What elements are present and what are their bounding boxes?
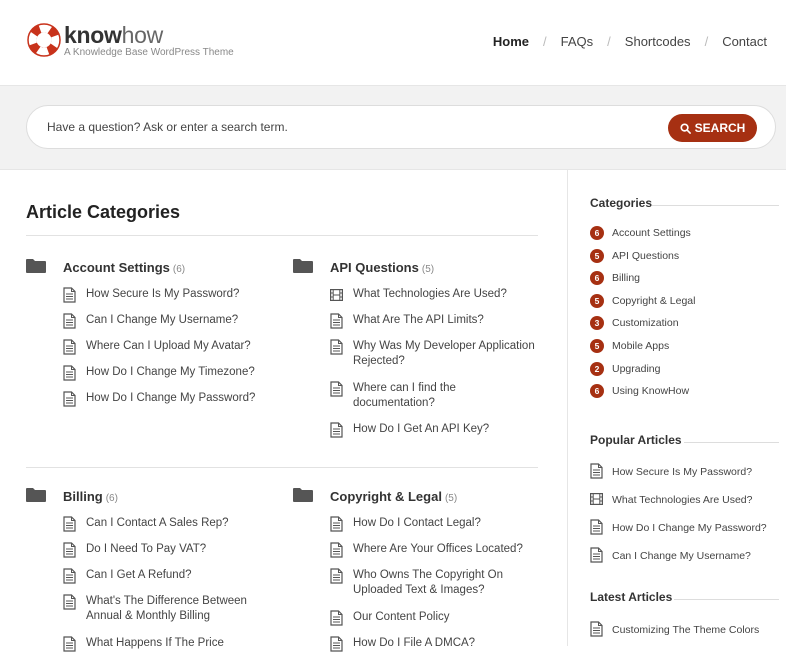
count-badge: 6 bbox=[590, 226, 604, 240]
category-header bbox=[293, 486, 538, 508]
sidebar-category-link[interactable] bbox=[590, 226, 691, 240]
nav-separator: / bbox=[704, 34, 709, 49]
article-link[interactable] bbox=[330, 610, 538, 625]
article-link[interactable] bbox=[330, 381, 538, 411]
article-title: Why Was My Developer Application Rejected? bbox=[353, 340, 535, 367]
category-title-link[interactable] bbox=[63, 489, 118, 504]
popular-article-title: Can I Change My Username? bbox=[612, 550, 751, 562]
article-link[interactable] bbox=[63, 516, 271, 531]
document-icon bbox=[330, 568, 343, 584]
sidebar-category-name: Mobile Apps bbox=[612, 340, 670, 352]
category-title-link[interactable] bbox=[63, 260, 185, 275]
page-title: Article Categories bbox=[26, 202, 181, 222]
article-title: How Do I Get An API Key? bbox=[353, 423, 490, 435]
divider bbox=[26, 467, 538, 468]
article-title: How Do I Change My Password? bbox=[86, 392, 256, 404]
popular-article-link[interactable] bbox=[590, 466, 752, 478]
article-title: Can I Get A Refund? bbox=[86, 569, 192, 581]
sidebar-latest-title: Latest Articles bbox=[590, 590, 673, 604]
folder-icon bbox=[26, 488, 46, 502]
article-title: How Do I Contact Legal? bbox=[353, 517, 481, 529]
article-link[interactable] bbox=[330, 287, 538, 302]
category-block bbox=[293, 486, 538, 649]
count-badge: 5 bbox=[590, 249, 604, 263]
article-link[interactable] bbox=[330, 542, 538, 557]
category-block bbox=[293, 257, 538, 435]
article-title: Can I Contact A Sales Rep? bbox=[86, 517, 229, 529]
count-badge: 5 bbox=[590, 339, 604, 353]
nav-item-home[interactable]: Home bbox=[492, 34, 530, 49]
sidebar bbox=[567, 169, 786, 646]
article-link[interactable] bbox=[63, 365, 271, 380]
brand-name[interactable]: knowhow bbox=[64, 22, 163, 48]
article-title: Our Content Policy bbox=[353, 611, 450, 623]
count-badge: 6 bbox=[590, 271, 604, 285]
category-header bbox=[293, 257, 538, 279]
latest-article-title: Customizing The Theme Colors bbox=[612, 624, 760, 636]
sidebar-categories-title: Categories bbox=[590, 196, 653, 210]
search-band bbox=[0, 85, 786, 170]
article-title: Where can I find the documentation? bbox=[353, 382, 456, 409]
sidebar-category-name: Account Settings bbox=[612, 227, 691, 239]
sidebar-category-link[interactable] bbox=[590, 384, 689, 398]
article-link[interactable] bbox=[63, 313, 271, 328]
article-link[interactable] bbox=[63, 287, 271, 302]
nav-separator: / bbox=[543, 34, 547, 49]
category-block bbox=[26, 486, 271, 649]
category-name: Billing bbox=[63, 489, 103, 504]
sidebar-category-name: Upgrading bbox=[612, 362, 661, 375]
sidebar-category-link[interactable] bbox=[590, 362, 660, 376]
divider bbox=[26, 235, 538, 236]
document-icon bbox=[63, 339, 76, 355]
document-icon bbox=[330, 610, 343, 626]
article-link[interactable] bbox=[330, 516, 538, 531]
sidebar-category-name: API Questions bbox=[612, 249, 680, 262]
article-link[interactable] bbox=[330, 339, 538, 369]
sidebar-category-link[interactable] bbox=[590, 316, 679, 330]
article-title: What Happens If The Price bbox=[86, 637, 224, 649]
count-badge: 5 bbox=[590, 294, 604, 308]
count-badge: 2 bbox=[590, 362, 604, 376]
folder-icon bbox=[26, 259, 46, 273]
nav-separator: / bbox=[607, 34, 611, 49]
category-count: (6) bbox=[172, 264, 186, 275]
category-name: Copyright & Legal bbox=[330, 489, 442, 504]
popular-article-link[interactable] bbox=[590, 522, 767, 534]
article-link[interactable] bbox=[330, 422, 538, 437]
popular-article-title: How Secure Is My Password? bbox=[612, 466, 753, 478]
popular-article-link[interactable] bbox=[590, 494, 752, 506]
search-icon bbox=[680, 123, 691, 134]
document-icon bbox=[330, 422, 343, 438]
document-icon bbox=[330, 381, 343, 397]
article-title: Where Can I Upload My Avatar? bbox=[86, 340, 251, 352]
article-link[interactable] bbox=[63, 391, 271, 406]
nav-item-faqs[interactable]: FAQs bbox=[560, 34, 594, 49]
document-icon bbox=[330, 313, 343, 329]
folder-icon bbox=[293, 488, 313, 502]
count-badge: 3 bbox=[590, 316, 604, 330]
site-tagline: A Knowledge Base WordPress Theme bbox=[64, 47, 234, 58]
popular-article-title: What Technologies Are Used? bbox=[612, 494, 753, 506]
film-icon bbox=[330, 287, 343, 303]
search-button-label: SEARCH bbox=[694, 121, 746, 135]
document-icon bbox=[330, 516, 343, 532]
site-header bbox=[0, 0, 786, 85]
latest-article-link[interactable] bbox=[590, 624, 759, 636]
article-link[interactable] bbox=[330, 568, 538, 598]
sidebar-category-link[interactable] bbox=[590, 271, 640, 285]
document-icon bbox=[63, 313, 76, 329]
article-title: Who Owns The Copyright On Uploaded Text & Images? bbox=[353, 569, 503, 596]
sidebar-category-name: Customization bbox=[612, 317, 679, 330]
lifebuoy-logo-icon[interactable] bbox=[26, 22, 62, 58]
search-box bbox=[26, 105, 776, 149]
category-count: (6) bbox=[105, 493, 118, 504]
category-count: (5) bbox=[421, 264, 435, 275]
nav-item-shortcodes[interactable]: Shortcodes bbox=[624, 34, 691, 49]
popular-article-link[interactable] bbox=[590, 550, 751, 562]
category-title-link[interactable] bbox=[330, 489, 457, 504]
article-link[interactable] bbox=[63, 339, 271, 354]
search-button[interactable] bbox=[668, 114, 757, 142]
document-icon bbox=[63, 391, 76, 407]
article-title: What Technologies Are Used? bbox=[353, 288, 507, 300]
sidebar-category-name: Using KnowHow bbox=[612, 385, 690, 398]
film-icon bbox=[590, 491, 603, 507]
article-link[interactable] bbox=[63, 568, 271, 583]
article-link[interactable] bbox=[330, 636, 538, 651]
article-title: Where Are Your Offices Located? bbox=[353, 543, 523, 555]
document-icon bbox=[590, 463, 603, 479]
sidebar-category-name: Copyright & Legal bbox=[612, 294, 696, 307]
content-area bbox=[0, 169, 786, 649]
article-link[interactable] bbox=[63, 542, 271, 557]
category-title-link[interactable] bbox=[330, 260, 434, 275]
category-block bbox=[26, 257, 271, 404]
document-icon bbox=[63, 287, 76, 303]
document-icon bbox=[63, 542, 76, 558]
article-title: What's The Difference Between Annual & Monthly Billing bbox=[86, 595, 247, 622]
sidebar-popular-title: Popular Articles bbox=[590, 433, 682, 447]
document-icon bbox=[330, 542, 343, 558]
document-icon bbox=[63, 636, 76, 652]
document-icon bbox=[63, 594, 76, 610]
divider bbox=[652, 205, 779, 206]
article-title: How Secure Is My Password? bbox=[86, 288, 240, 300]
popular-article-title: How Do I Change My Password? bbox=[612, 522, 767, 534]
nav-item-contact[interactable]: Contact bbox=[722, 34, 767, 49]
document-icon bbox=[590, 519, 603, 535]
sidebar-category-link[interactable] bbox=[590, 249, 679, 263]
category-name: Account Settings bbox=[63, 260, 170, 275]
category-count: (5) bbox=[444, 493, 458, 504]
category-header bbox=[26, 257, 271, 279]
document-icon bbox=[590, 547, 603, 563]
main-nav bbox=[493, 34, 767, 49]
category-header bbox=[26, 486, 271, 508]
sidebar-category-link[interactable] bbox=[590, 294, 695, 308]
document-icon bbox=[330, 339, 343, 355]
article-title: What Are The API Limits? bbox=[353, 314, 484, 326]
document-icon bbox=[330, 636, 343, 652]
divider bbox=[674, 599, 779, 600]
divider bbox=[684, 442, 779, 443]
document-icon bbox=[63, 516, 76, 532]
sidebar-category-name: Billing bbox=[612, 272, 641, 285]
article-title: Can I Change My Username? bbox=[86, 314, 239, 326]
article-link[interactable] bbox=[63, 636, 271, 651]
article-link[interactable] bbox=[330, 313, 538, 328]
document-icon bbox=[590, 621, 603, 637]
category-name: API Questions bbox=[330, 260, 419, 275]
sidebar-category-link[interactable] bbox=[590, 339, 669, 353]
count-badge: 6 bbox=[590, 384, 604, 398]
article-title: How Do I File A DMCA? bbox=[353, 637, 476, 649]
document-icon bbox=[63, 365, 76, 381]
search-input[interactable] bbox=[45, 119, 609, 135]
folder-icon bbox=[293, 259, 313, 273]
article-link[interactable] bbox=[63, 594, 271, 624]
article-title: Do I Need To Pay VAT? bbox=[86, 543, 207, 555]
article-title: How Do I Change My Timezone? bbox=[86, 366, 255, 378]
document-icon bbox=[63, 568, 76, 584]
